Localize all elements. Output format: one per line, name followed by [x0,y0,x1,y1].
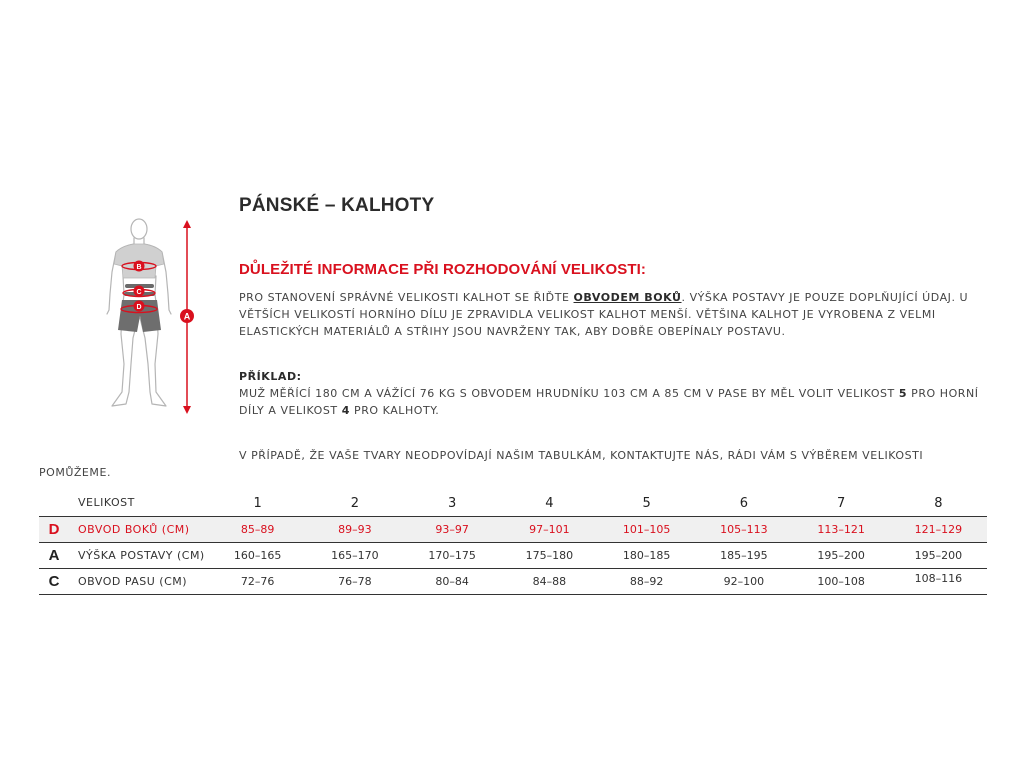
table-row-height [39,542,987,568]
example-size-top: 5 [898,387,908,400]
svg-text:B: B [136,264,142,271]
contact-paragraph: V PŘÍPADĚ, ŽE VAŠE TVARY NEODPOVÍDAJÍ NAŠIM TABULKÁM, KONTAKTUJTE NÁS, RÁDI VÁM S VÝBĚREM VELIKOSTI POMŮŽEME. [39,449,924,479]
table-cell: 84–88 [532,574,567,588]
row-label: OBVOD BOKŮ (CM) [78,522,190,536]
table-cell: 175–180 [525,548,574,562]
size-table [39,492,987,595]
svg-text:A: A [183,311,191,322]
table-cell: 85–89 [240,522,275,536]
example-label: PŘÍKLAD: [239,370,302,383]
size-header: 8 [934,496,943,512]
important-info-heading: DŮLEŽITÉ INFORMACE PŘI ROZHODOVÁNÍ VELIKOSTI: [239,261,647,278]
example-size-bottom: 4 [341,404,350,417]
row-letter: C [48,572,60,590]
table-cell: 185–195 [720,548,768,562]
table-cell: 105–113 [720,522,768,536]
table-cell: 195–200 [817,548,865,562]
size-header: 5 [642,496,651,512]
table-cell: 121–129 [914,522,963,536]
table-row-hip [39,516,987,542]
page-title: PÁNSKÉ – KALHOTY [239,195,435,216]
svg-text:C: C [136,289,142,296]
row-letter: D [48,520,60,538]
table-cell: 170–175 [428,548,476,562]
size-header: 3 [447,496,457,512]
table-cell: 89–93 [338,522,372,536]
svg-text:D: D [136,304,142,311]
table-cell: 97–101 [529,522,570,536]
example-text-1: MUŽ MĚŘÍCÍ 180 CM A VÁŽÍCÍ 76 KG S OBVODEM HRUDNÍKU 103 CM A 85 CM V PASE BY MĚL VOLIT VELIKOST [239,387,899,400]
table-cell: 93–97 [435,522,469,536]
intro-paragraph [239,289,984,340]
table-cell: 101–105 [622,522,671,536]
table-cell: 108–116 [914,571,963,585]
marker-d-icon [134,301,145,312]
size-header: 2 [350,496,360,512]
table-cell: 76–78 [338,574,372,588]
table-cell: 165–170 [331,548,379,562]
table-cell: 113–121 [817,522,865,536]
table-cell: 92–100 [723,574,765,588]
table-cell: 195–200 [914,548,963,562]
table-cell: 88–92 [629,574,664,588]
table-cell: 160–165 [233,548,282,562]
intro-text-start: PRO STANOVENÍ SPRÁVNÉ VELIKOSTI KALHOT SE ŘIĎTE [239,291,574,304]
table-row-waist [39,568,987,594]
size-header: 7 [836,496,846,512]
size-header: 6 [739,496,749,512]
marker-b-icon [134,261,145,272]
table-cell: 80–84 [435,574,469,588]
size-header: 4 [545,496,554,512]
example-text-2: PRO HORNÍ DÍLY A VELIKOST [239,387,979,417]
row-label: VÝŠKA POSTAVY (CM) [78,548,205,562]
header-letter-cell [39,492,69,516]
body-measurement-diagram [100,214,200,414]
example-text-3: PRO KALHOTY. [349,404,440,417]
size-table-header [39,492,987,516]
intro-emphasis: OBVODEM BOKŮ [573,291,682,304]
size-header-label: VELIKOST [78,496,135,509]
size-header: 1 [253,496,262,512]
row-letter: A [48,546,60,564]
example-paragraph [239,385,984,419]
table-cell: 100–108 [817,574,865,588]
table-cell: 180–185 [622,548,671,562]
table-cell: 72–76 [240,574,275,588]
row-label: OBVOD PASU (CM) [78,574,188,588]
marker-a-icon [180,309,194,323]
intro-text-end: . VÝŠKA POSTAVY JE POUZE DOPLŇUJÍCÍ ÚDAJ. U VĚTŠÍCH VELIKOSTÍ HORNÍHO DÍLU JE ZPRAVIDLA VELIKOST KALHOT MENŠÍ. VĚTŠINA KALHOT JE VYROBENA Z VELMI ELASTICKÝCH MATERIÁLŮ A STŘIHY JSOU NAVRŽENY TAK, ABY DOBŘE OBEPÍNALY POSTAVU. [239,291,969,338]
marker-c-icon [134,286,145,297]
